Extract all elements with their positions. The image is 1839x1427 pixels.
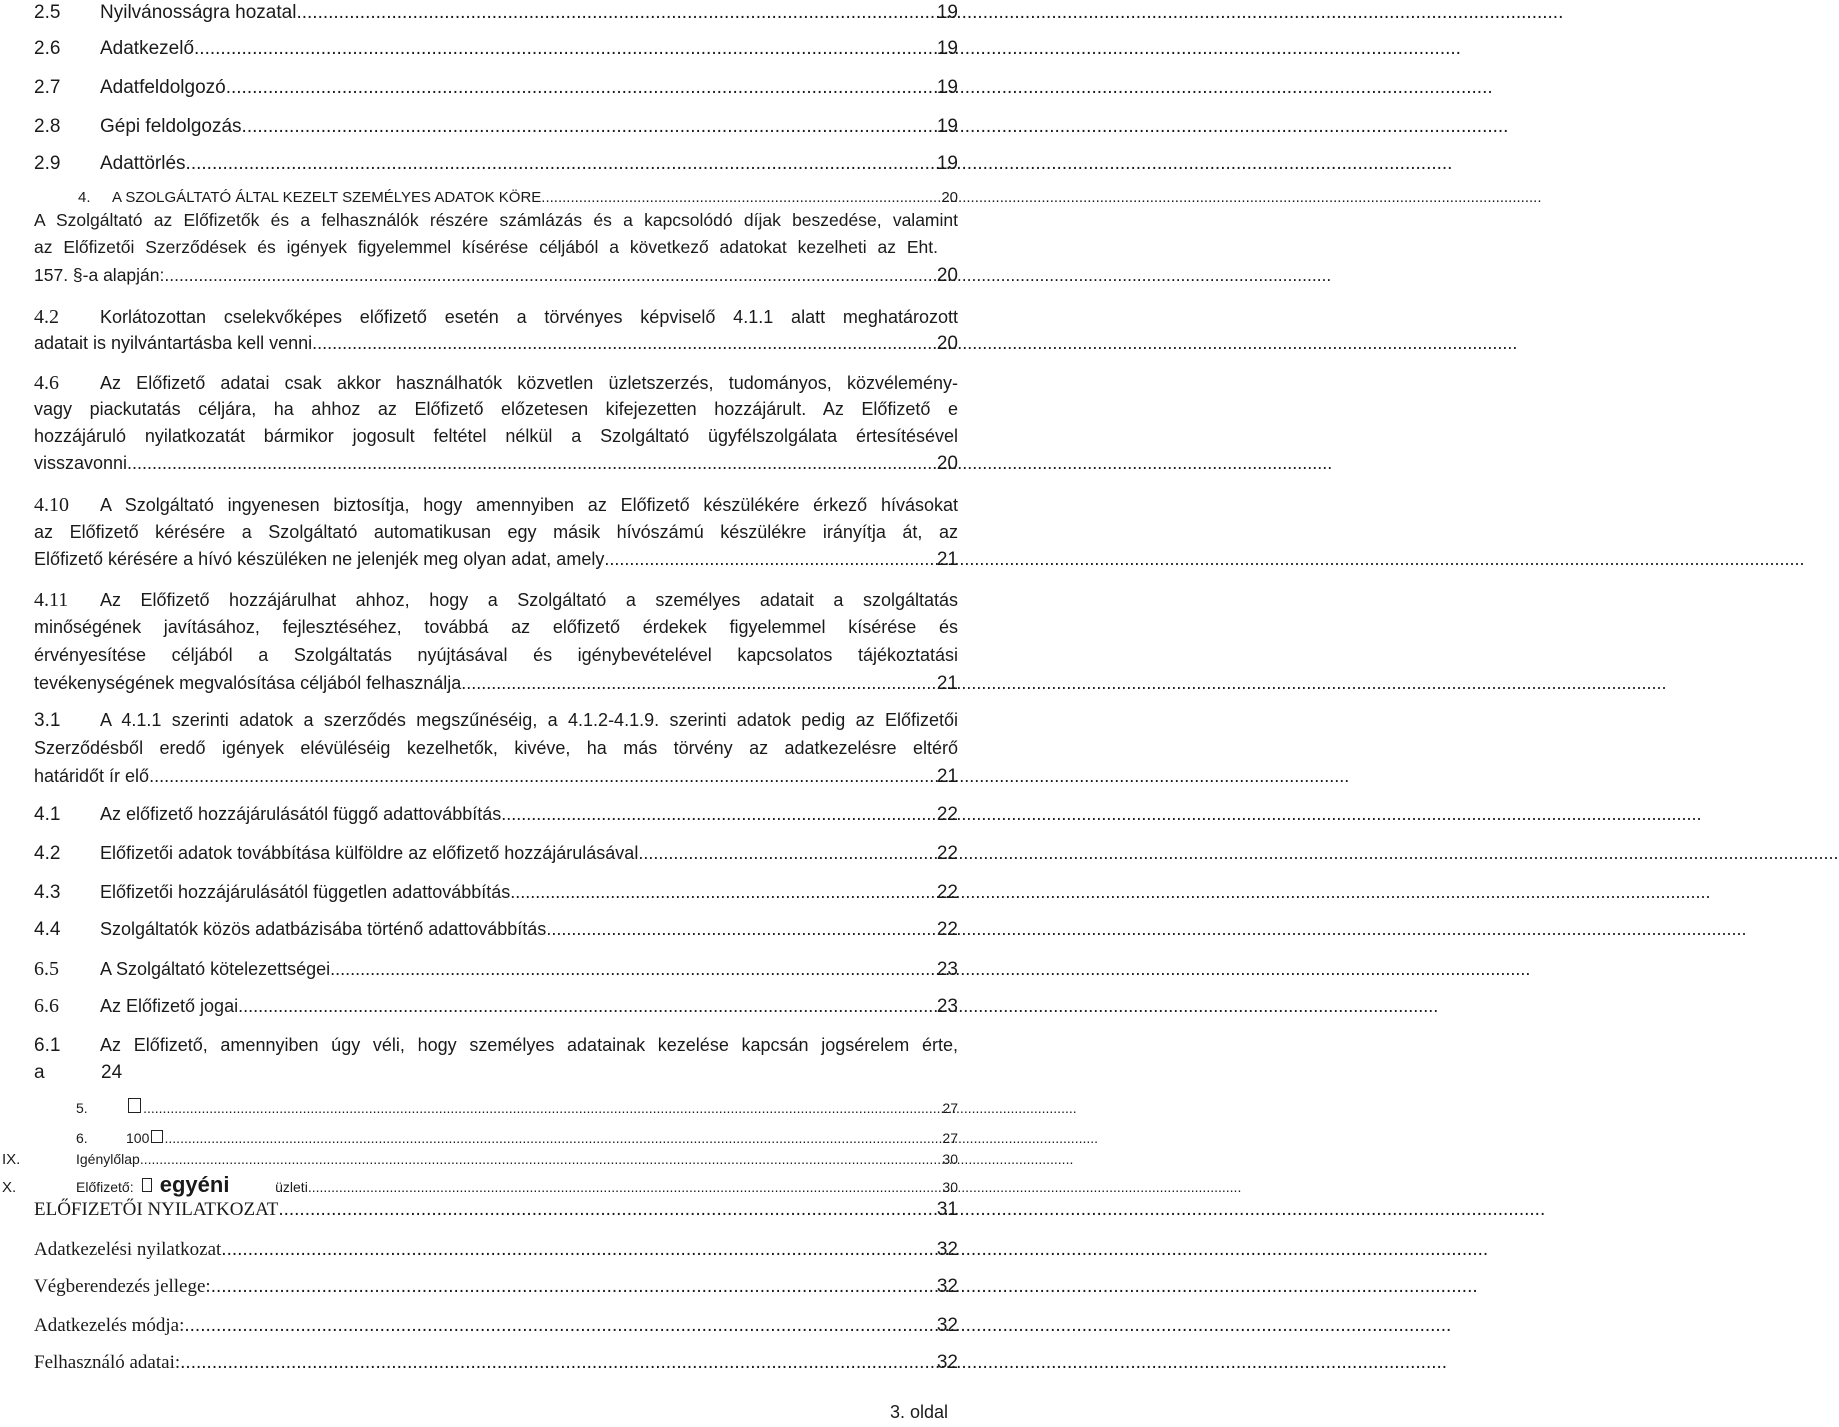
toc-entry-title: visszavonni.	[34, 453, 133, 473]
toc-entry	[34, 77, 958, 99]
toc-leader-dots	[466, 673, 936, 694]
toc-entry-number: 6.6	[34, 995, 59, 1017]
toc-entry-page: 30	[942, 1151, 958, 1167]
toc-entry-title: A 4.1.1 szerinti adatok a szerződés megszűnéséig, a 4.1.2-4.1.9. szerinti adatok pedig az Előfizetői	[100, 710, 958, 730]
toc-leader-dots	[242, 116, 936, 138]
toc-entry	[34, 958, 958, 981]
toc-entry-number: 4.1	[34, 804, 61, 825]
toc-leader-dots	[296, 2, 935, 24]
toc-entry-page: 21	[936, 766, 958, 787]
toc-paragraph-line: érvényesítése céljából a Szolgáltatás nyújtásával és igénybevételével kapcsolatos tájékoztatási	[34, 645, 958, 665]
toc-leader-dots	[510, 882, 936, 903]
toc-leader-dots	[226, 77, 936, 99]
toc-paragraph-line: minőségének javításához, fejlesztéséhez, továbbá az előfizető érdekek figyelemmel kísérése és	[34, 617, 958, 637]
toc-entry-title: A Szolgáltató kötelezettségei	[100, 959, 331, 979]
toc-entry	[34, 1315, 958, 1337]
toc-entry-page: 30	[942, 1179, 958, 1195]
toc-entry-title: Előfizetői adatok továbbítása külföldre az előfizető hozzájárulásával	[100, 843, 639, 863]
toc-entry-number: 3.1	[34, 710, 61, 731]
toc-entry-page: 22	[936, 804, 958, 825]
toc-entry-title: Az Előfizető adatai csak akkor használhatók közvetlen üzletszerzés, tudományos, közvélemény-	[100, 373, 958, 393]
toc-entry-page: 27	[942, 1100, 958, 1116]
toc-leader-dots	[211, 1276, 936, 1298]
toc-leader-dots	[501, 804, 936, 825]
toc-leader-dots	[638, 843, 936, 864]
toc-leader-dots	[164, 265, 935, 286]
subscriber-label: Előfizető:	[76, 1179, 134, 1195]
toc-entry-number: 2.5	[34, 2, 61, 23]
toc-entry-title: 100	[126, 1130, 150, 1146]
toc-entry	[34, 673, 958, 695]
toc-entry	[34, 882, 958, 904]
toc-entry-title: Adatfeldolgozó	[100, 77, 226, 98]
toc-entry-number: 2.7	[34, 77, 61, 98]
toc-entry-page: 21	[936, 549, 958, 570]
toc-leader-dots	[165, 1130, 942, 1146]
toc-entry-page: 24	[101, 1062, 123, 1083]
toc-entry-number: 2.8	[34, 116, 61, 137]
toc-leader-dots	[180, 1352, 936, 1374]
toc-entry-page: 32	[936, 1315, 958, 1336]
toc-entry-title: adatait is nyilvántartásba kell venni.	[34, 333, 318, 353]
toc-entry-title: tevékenységének megvalósítása céljából felhasználja.	[34, 673, 467, 693]
toc-entry-number: 4.2	[34, 843, 61, 864]
toc-leader-dots	[317, 333, 936, 354]
toc-leader-dots	[604, 549, 936, 570]
toc-entry-title: ELŐFIZETŐI NYILATKOZAT	[34, 1199, 279, 1220]
toc-entry-number: 5.	[76, 1100, 88, 1116]
toc-entry-title: Felhasználó adatai:	[34, 1352, 181, 1373]
toc-entry-number: 2.9	[34, 153, 61, 174]
checkbox-icon	[128, 1098, 141, 1113]
toc-entry	[34, 1276, 958, 1298]
toc-leader-dots	[330, 959, 936, 980]
toc-leader-dots	[238, 996, 936, 1017]
toc-entry-number: 6.5	[34, 958, 59, 980]
toc-entry	[34, 372, 958, 395]
toc-entry-title: Az előfizető hozzájárulásától függő adattovábbítás	[100, 804, 502, 824]
toc-entry-page: 21	[936, 673, 958, 694]
toc-entry	[34, 804, 958, 826]
toc-entry-page: 19	[936, 38, 958, 59]
toc-entry	[34, 766, 958, 788]
business-label: üzleti	[275, 1179, 308, 1195]
toc-leader-dots	[186, 153, 936, 175]
toc-entry-title: Korlátozottan cselekvőképes előfizető esetén a törvényes képviselő 4.1.1 alatt meghatározott	[100, 307, 958, 327]
toc-entry-title: Előfizető kérésére a hívó készüléken ne jelenjék meg olyan adat, amely	[34, 549, 605, 569]
toc-entry	[34, 2, 958, 24]
toc-entry	[2, 1172, 958, 1198]
toc-entry-title: Adattörlés	[100, 153, 186, 174]
toc-leader-dots	[184, 1315, 936, 1337]
toc-entry-page: 19	[936, 153, 958, 174]
toc-entry-title: Nyilvánosságra hozatal	[100, 2, 297, 23]
toc-entry-number: 4.10	[34, 494, 69, 516]
toc-entry	[34, 38, 958, 60]
toc-leader-dots	[278, 1199, 936, 1221]
toc-leader-dots	[541, 189, 940, 206]
toc-entry-number: 6.	[76, 1130, 88, 1146]
toc-entry-page: 22	[936, 882, 958, 903]
toc-paragraph-line: hozzájáruló nyilatkozatát bármikor jogosult feltétel nélkül a Szolgáltató ügyfélszolgálata értesítésével	[34, 426, 958, 446]
toc-entry	[34, 1199, 958, 1221]
toc-entry-number: 4.2	[34, 306, 59, 328]
toc-paragraph-line: A Szolgáltató az Előfizetők és a felhasználók részére számlázás és a kapcsolódó díjak beszedése, valamint	[34, 210, 958, 230]
toc-entry-page: 19	[936, 116, 958, 137]
toc-entry	[34, 710, 958, 732]
toc-entry	[34, 919, 958, 941]
toc-entry-title: A SZOLGÁLTATÓ ÁLTAL KEZELT SZEMÉLYES ADATOK KÖRE	[112, 189, 542, 206]
toc-entry	[34, 116, 958, 138]
toc-entry	[34, 153, 958, 175]
toc-leader-dots	[221, 1239, 936, 1261]
toc-entry-number: 6.1	[34, 1035, 61, 1056]
toc-entry-title: Adatkezelés módja:	[34, 1315, 185, 1336]
toc-entry-title: A Szolgáltató ingyenesen biztosítja, hogy amennyiben az Előfizető készülékére érkező hívásokat	[100, 495, 958, 515]
individual-label: egyéni	[159, 1172, 230, 1197]
toc-entry	[78, 189, 958, 206]
toc-entry-title: Az Előfizető, amennyiben úgy véli, hogy személyes adatainak kezelése kapcsán jogsérelem érte,	[100, 1035, 958, 1055]
toc-entry	[34, 333, 958, 355]
toc-entry-page: 19	[936, 2, 958, 23]
toc-paragraph-line: vagy piackutatás céljára, ha ahhoz az Előfizető előzetesen kifejezetten hozzájárult. Az Előfizető e	[34, 399, 958, 419]
toc-entry-title: Előfizetői hozzájárulásától független adattovábbítás	[100, 882, 511, 902]
toc-entry-page: 20	[936, 265, 958, 286]
toc-entry	[34, 549, 958, 571]
toc-entry	[34, 265, 958, 287]
toc-leader-dots	[140, 1151, 942, 1167]
toc-entry-page: 22	[936, 919, 958, 940]
toc-paragraph-line: Szerződésből eredő igények elévüléséig kezelhetők, kivéve, ha más törvény az adatkezelésre eltérő	[34, 738, 958, 758]
toc-entry-title: Szolgáltatók közös adatbázisába történő adattovábbítás	[100, 919, 547, 939]
toc-entry-title: határidőt ír elő	[34, 766, 150, 786]
checkbox-icon	[151, 1130, 162, 1143]
toc-entry-number: 4.3	[34, 882, 61, 903]
toc-entry-page: 32	[936, 1239, 958, 1260]
toc-entry	[34, 453, 958, 475]
toc-entry	[34, 589, 958, 612]
toc-entry-title: Adatkezelő	[100, 38, 195, 59]
toc-entry-page: 23	[936, 959, 958, 980]
toc-entry-page: 32	[936, 1276, 958, 1297]
toc-entry	[76, 1098, 958, 1116]
toc-entry	[34, 1062, 334, 1084]
toc-entry-title: Az Előfizető jogai	[100, 996, 239, 1016]
toc-entry-page: 22	[936, 843, 958, 864]
toc-entry-page: 19	[936, 77, 958, 98]
toc-entry-number: X.	[2, 1179, 17, 1196]
toc-entry	[34, 494, 958, 517]
toc-entry-number: 2.6	[34, 38, 61, 59]
toc-paragraph-line: az Előfizetői Szerződések és igények figyelemmel kísérése céljából a következő adatokat kezelheti az Eht.	[34, 237, 938, 257]
toc-entry	[34, 843, 958, 865]
toc-leader-dots	[308, 1179, 942, 1195]
toc-entry	[34, 995, 958, 1018]
toc-entry	[34, 1352, 958, 1374]
toc-paragraph-line: az Előfizető kérésére a Szolgáltató automatikusan egy másik hívószámú készülékre irányítja át, az	[34, 522, 958, 542]
toc-entry-number: 4.	[78, 189, 91, 206]
toc-entry	[2, 1151, 958, 1168]
toc-leader-dots	[546, 919, 936, 940]
toc-entry-title: 157. §-a alapján:	[34, 265, 165, 285]
toc-entry-page: 20	[936, 333, 958, 354]
checkbox-icon	[142, 1178, 152, 1192]
toc-entry-title: Végberendezés jellege:	[34, 1276, 211, 1297]
toc-entry-number: 4.4	[34, 919, 61, 940]
toc-entry-page: 32	[936, 1352, 958, 1373]
toc-entry-title: Igénylőlap	[76, 1151, 140, 1167]
toc-entry-number: a	[34, 1062, 45, 1083]
toc-leader-dots	[132, 453, 936, 474]
toc-entry-title: Adatkezelési nyilatkozat	[34, 1239, 222, 1260]
toc-leader-dots	[194, 38, 936, 60]
toc-entry	[34, 306, 958, 329]
toc-entry-number: IX.	[2, 1151, 21, 1168]
toc-entry-page: 27	[942, 1130, 958, 1146]
toc-entry-page: 31	[936, 1199, 958, 1220]
toc-entry-title: Gépi feldolgozás	[100, 116, 242, 137]
toc-leader-dots	[149, 766, 936, 787]
toc-entry-page: 20	[936, 453, 958, 474]
toc-entry-number: 4.6	[34, 372, 59, 394]
toc-entry-title: Az Előfizető hozzájárulhat ahhoz, hogy a Szolgáltató a személyes adatait a szolgáltatás	[100, 590, 958, 610]
toc-entry	[76, 1130, 958, 1146]
toc-entry	[34, 1035, 958, 1057]
toc-leader-dots	[143, 1100, 941, 1116]
toc-entry	[34, 1239, 958, 1261]
page-number: 3. oldal	[889, 1402, 948, 1422]
toc-entry-number: 4.11	[34, 589, 69, 611]
toc-entry-page: 23	[936, 996, 958, 1017]
toc-entry-page: 20	[941, 189, 958, 206]
